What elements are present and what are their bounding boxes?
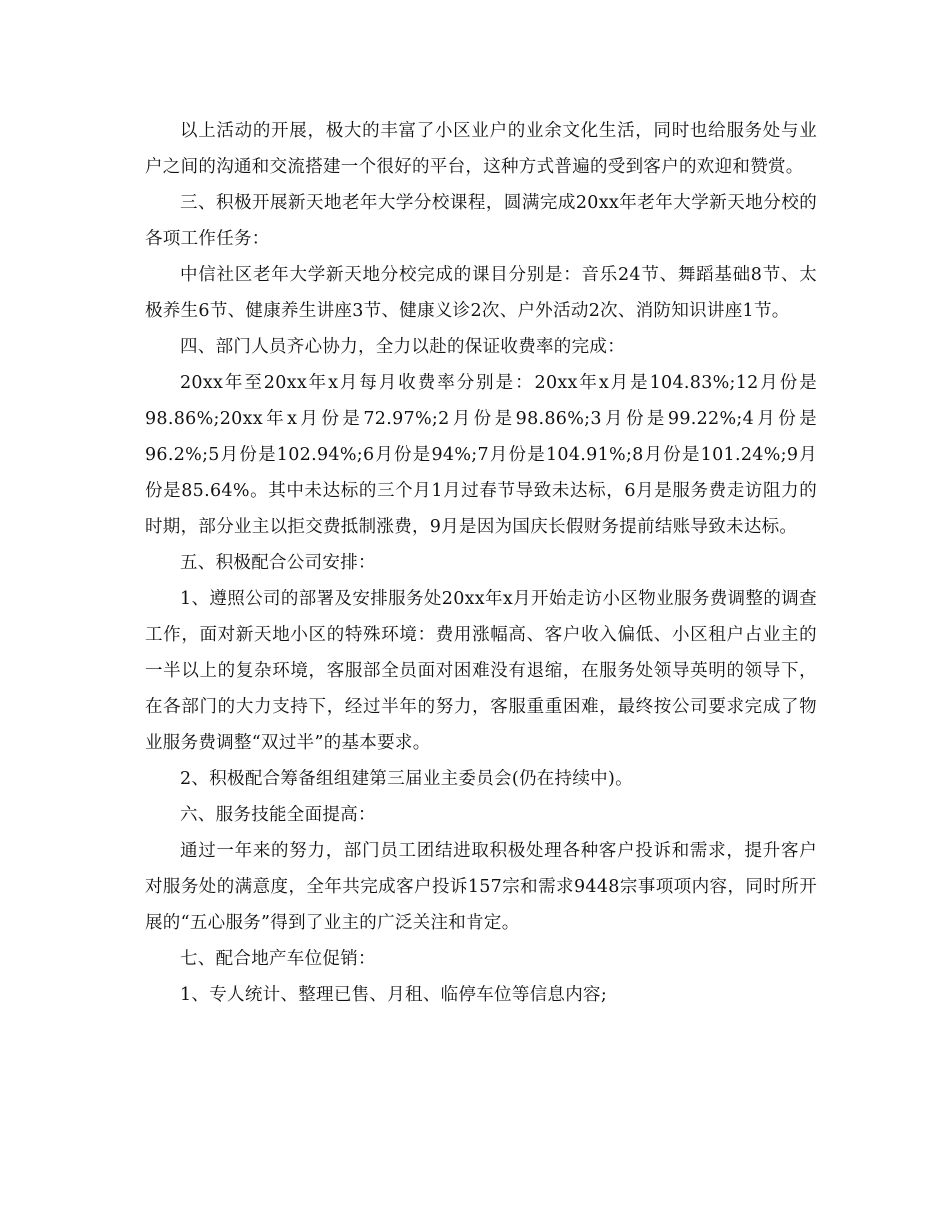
- document-body: [145, 113, 817, 1013]
- section-heading-company-arrangements: 五、积极配合公司安排：: [180, 553, 376, 573]
- section-heading-service-skills: 六、服务技能全面提高：: [180, 805, 376, 825]
- paragraph-parking-statistics: 1、专人统计、整理已售、月租、临停车位等信息内容;: [180, 985, 608, 1005]
- paragraph-activities-summary: 以上活动的开展，极大的丰富了小区业户的业余文化生活，同时也给服务处与业户之间的沟通和交流搭建一个很好的平台，这种方式普遍的受到客户的欢迎和赞赏。: [145, 121, 817, 177]
- paragraph-service-results: 通过一年来的努力，部门员工团结进取积极处理各种客户投诉和需求，提升客户对服务处的满意度，全年共完成客户投诉157宗和需求9448宗事项项内容，同时所开展的“五心服务”得到了业主的广泛关注和肯定。: [145, 841, 817, 933]
- paragraph-fee-adjustment-survey: 1、遵照公司的部署及安排服务处20xx年x月开始走访小区物业服务费调整的调查工作，面对新天地小区的特殊环境：费用涨幅高、客户收入偏低、小区租户占业主的一半以上的复杂环境，客服部全员面对困难没有退缩，在服务处领导英明的领导下，在各部门的大力支持下，经过半年的努力，客服重重困难，最终按公司要求完成了物业服务费调整“双过半”的基本要求。: [145, 589, 817, 753]
- paragraph-monthly-fee-rates: 20xx年至20xx年x月每月收费率分别是：20xx年x月是104.83%;12月份是98.86%;20xx年x月份是72.97%;2月份是98.86%;3月份是99.22%;4月份是96.2%;5月份是102.94%;6月份是94%;7月份是104.91%;8月份是101.24%;9月份是85.64%。其中未达标的三个月1月过春节导致未达标，6月是服务费走访阻力的时期，部分业主以拒交费抵制涨费，9月是因为国庆长假财务提前结账导致未达标。: [145, 373, 817, 537]
- section-heading-senior-university: 三、积极开展新天地老年大学分校课程，圆满完成20xx年老年大学新天地分校的各项工作任务：: [145, 193, 817, 249]
- paragraph-owners-committee: 2、积极配合筹备组组建第三届业主委员会(仍在持续中)。: [180, 769, 633, 789]
- section-heading-fee-collection: 四、部门人员齐心协力，全力以赴的保证收费率的完成：: [180, 337, 625, 357]
- paragraph-course-list: 中信社区老年大学新天地分校完成的课目分别是：音乐24节、舞蹈基础8节、太极养生6节、健康养生讲座3节、健康义诊2次、户外活动2次、消防知识讲座1节。: [145, 265, 817, 321]
- section-heading-parking-promotion: 七、配合地产车位促销：: [180, 949, 376, 969]
